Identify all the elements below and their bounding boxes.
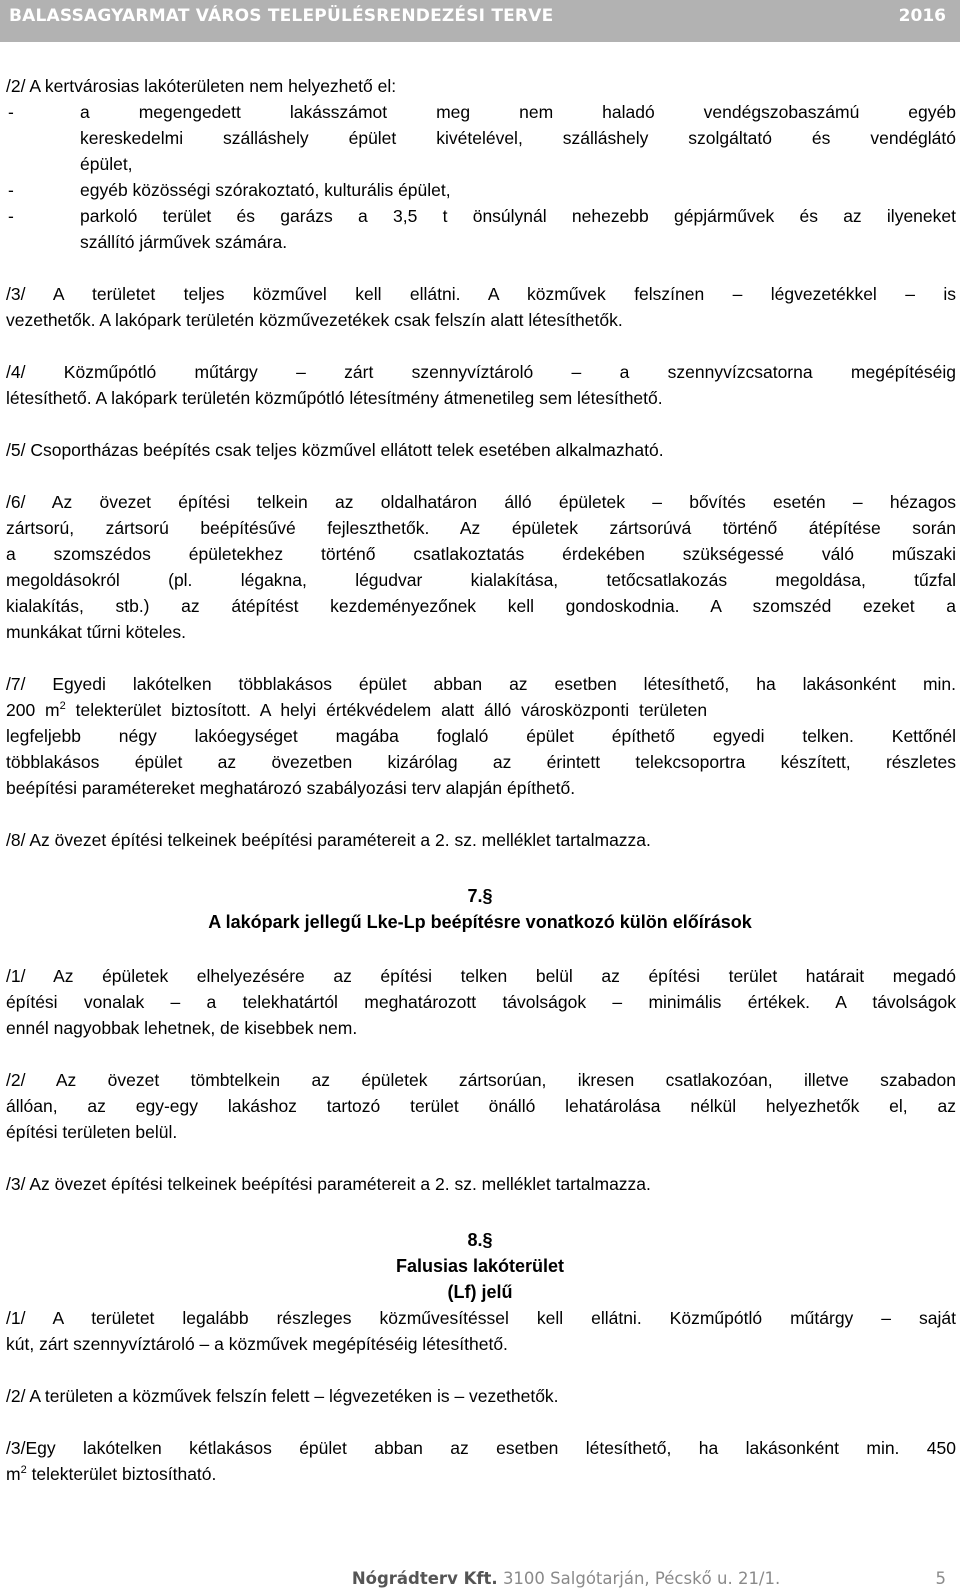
list-item-1-line-1: a megengedett lakásszámot meg nem haladó vendégszobaszámú egyéb — [80, 102, 956, 122]
section-8-paragraph-1-line-2: kút, zárt szennyvíztároló – a közművek megépítéséig létesíthető. — [6, 1334, 508, 1354]
paragraph-6-line-4: megoldásokról (pl. légakna, légudvar kialakítása, tetőcsatlakozás megoldása, tűzfal — [6, 570, 956, 590]
section-7-number: 7.§ — [467, 886, 493, 906]
footer-company: Nógrádterv Kft. — [351, 1569, 498, 1588]
section-7-paragraph-2-line-3: építési területen belül. — [6, 1122, 178, 1142]
list-bullet: - — [8, 180, 14, 200]
document-year: 2016 — [898, 6, 946, 26]
list-item-1-line-3: épület, — [80, 154, 133, 174]
paragraph-4-line-1: /4/ Közműpótló műtárgy – zárt szennyvíztároló – a szennyvízcsatorna megépítéséig — [6, 362, 956, 382]
section-8-number: 8.§ — [467, 1230, 493, 1250]
paragraph-3-line-1: /3/ A területet teljes közművel kell ellátni. A közművek felszínen – légvezetékkel – is — [6, 284, 956, 304]
section-7-paragraph-2-line-1: /2/ Az övezet tömbtelkein az épületek zártsorúan, ikresen csatlakozóan, illetve szabadon — [6, 1070, 956, 1090]
paragraph-5: /5/ Csoportházas beépítés csak teljes közművel ellátott telek esetében alkalmazható. — [6, 440, 664, 460]
section-8-title: Falusias lakóterület — [395, 1256, 565, 1276]
list-item-3-line-1: parkoló terület és garázs a 3,5 t önsúlynál nehezebb gépjárművek és az ilyeneket — [80, 206, 956, 226]
paragraph-6-line-2: zártsorú, zártsorú beépítésűvé fejleszthetők. Az épületek zártsorúvá történő átépítése során — [6, 518, 956, 538]
section-8-paragraph-2: /2/ A területen a közművek felszín felett – légvezetéken is – vezethetők. — [6, 1386, 559, 1406]
section-7-paragraph-2-line-2: állóan, az egy-egy lakáshoz tartozó terület önálló lehatárolása nélkül helyezhetők el, az — [6, 1096, 956, 1116]
paragraph-6-line-1: /6/ Az övezet építési telkein az oldalhatáron álló épületek – bővítés esetén – hézagos — [6, 492, 956, 512]
section-7-title: A lakópark jellegű Lke-Lp beépítésre vonatkozó külön előírások — [208, 912, 752, 932]
paragraph-7-line-3: legfeljebb négy lakóegységet magába foglaló épület építhető egyedi telken. Kettőnél — [6, 726, 956, 746]
footer-text — [352, 1569, 946, 1588]
paragraph-7-line-4: többlakásos épület az övezetben kizárólag az érintett telekcsoportra készített, részletes — [6, 752, 956, 772]
document-title: BALASSAGYARMAT VÁROS TELEPÜLÉSRENDEZÉSI TERVE — [9, 6, 554, 26]
list-bullet: - — [8, 102, 14, 122]
section-8-paragraph-3-line-2: $m^2$ telekterület biztosítható. — [6, 1464, 217, 1484]
paragraph-4-line-2: létesíthető. A lakópark területén közműpótló létesítmény átmenetileg sem létesíthető. — [6, 388, 663, 408]
paragraph-6-line-3: a szomszédos épületekhez történő csatlakoztatás érdekében szükségessé váló műszaki — [6, 544, 956, 564]
section-8-subtitle: (Lf) jelű — [447, 1282, 513, 1302]
section-7-paragraph-1-line-2: építési vonalak – a telekhatártól meghatározott távolságok – minimális értékek. A távolságok — [6, 992, 956, 1012]
paragraph-3-line-2: vezethetők. A lakópark területén közművezetékek csak felszín alatt létesíthetők. — [6, 310, 623, 330]
paragraph-7-line-1: /7/ Egyedi lakótelken többlakásos épület abban az esetben létesíthető, ha lakásonként min. — [6, 674, 956, 694]
list-item-1-line-2: kereskedelmi szálláshely épület kivételével, szálláshely szolgáltató és vendéglátó — [80, 128, 956, 148]
paragraph-6-line-5: kialakítás, stb.) az átépítést kezdeményezőnek kell gondoskodnia. A szomszéd ezeket a — [6, 596, 956, 616]
paragraph-7-line-2: 200 $m^2$ telekterület biztosított. A helyi értékvédelem alatt álló városközponti területen — [6, 700, 708, 720]
section-8-paragraph-3-line-1: /3/Egy lakótelken kétlakásos épület abban az esetben létesíthető, ha lakásonként min. 450 — [6, 1438, 956, 1458]
section-7-paragraph-1-line-1: /1/ Az épületek elhelyezésére az építési telken belül az építési terület határait megadó — [6, 966, 956, 986]
section-7-paragraph-1-line-3: ennél nagyobbak lehetnek, de kisebbek nem. — [6, 1018, 358, 1038]
page-number: 5 — [935, 1569, 946, 1588]
list-bullet: - — [8, 206, 14, 226]
paragraph-8: /8/ Az övezet építési telkeinek beépítési paramétereit a 2. sz. melléklet tartalmazza. — [6, 830, 651, 850]
paragraph-7-line-5: beépítési paramétereket meghatározó szabályozási terv alapján építhető. — [6, 778, 576, 798]
page-footer — [0, 1566, 960, 1593]
list-item-3-line-2: szállító járművek számára. — [80, 232, 288, 252]
list-item-2: egyéb közösségi szórakoztató, kulturális épület, — [80, 180, 451, 200]
section-8-paragraph-1-line-1: /1/ A területet legalább részleges közművesítéssel kell ellátni. Közműpótló műtárgy – saját — [6, 1308, 956, 1328]
paragraph-6-line-6: munkákat tűrni köteles. — [6, 622, 186, 642]
footer-address: 3100 Salgótarján, Pécskő u. 21/1. — [502, 1569, 781, 1588]
section-7-paragraph-3: /3/ Az övezet építési telkeinek beépítési paramétereit a 2. sz. melléklet tartalmazza. — [6, 1174, 651, 1194]
paragraph-2-intro: /2/ A kertvárosias lakóterületen nem helyezhető el: — [6, 76, 397, 96]
